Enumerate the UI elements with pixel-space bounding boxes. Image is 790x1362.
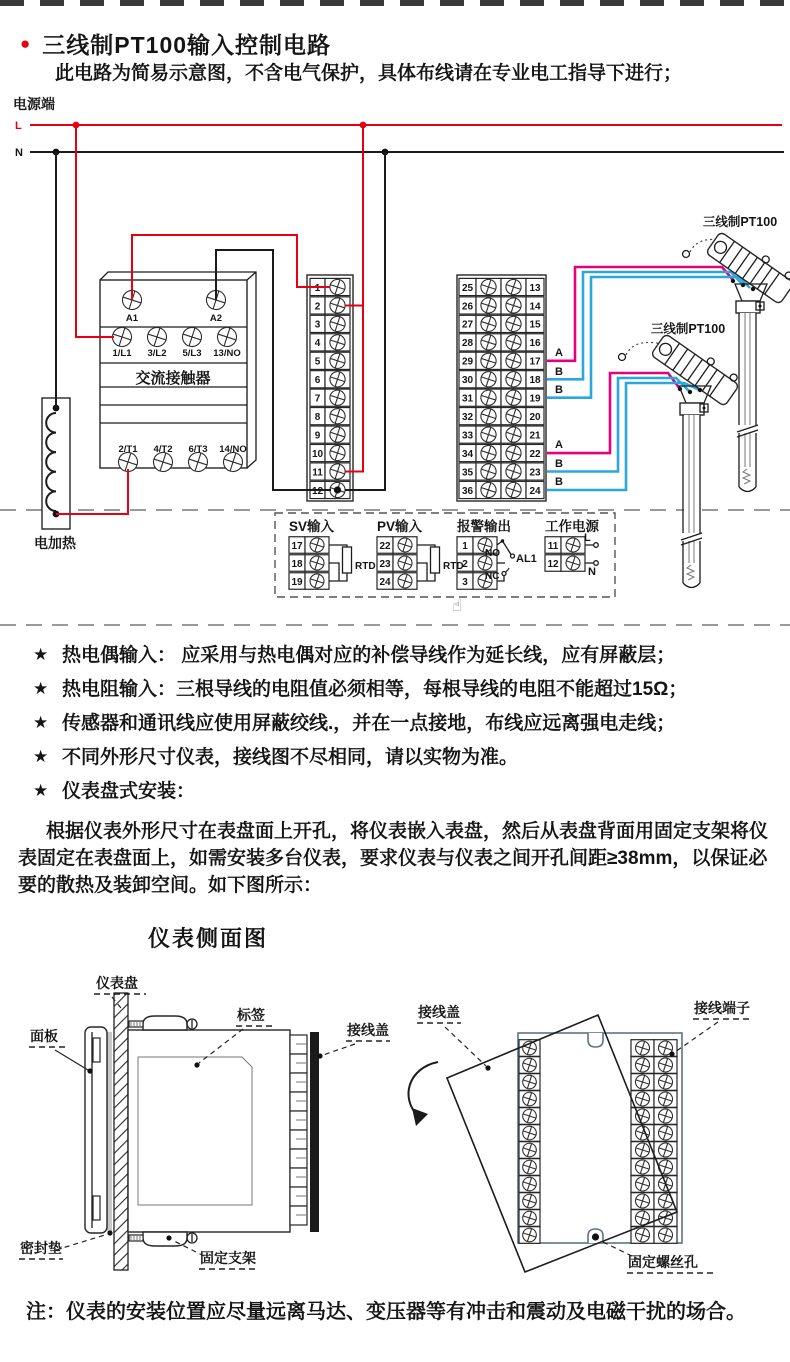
terminal-number: 1 xyxy=(462,540,468,552)
install-paragraph: 根据仪表外形尺寸在表盘面上开孔，将仪表嵌入表盘，然后从表盘背面用固定支架将仪表固定在表盘面上，如需安装多台仪表，要求仪表与仪表之间开孔间距≥38mm，以保证必要的散热及装卸空间。如下图所示： xyxy=(18,821,769,896)
wire-tag: B xyxy=(555,366,563,378)
terminal-number: 24 xyxy=(379,576,391,588)
top-notch xyxy=(588,1033,603,1047)
terminal-number: 23 xyxy=(529,467,541,479)
terminal-number: 2 xyxy=(462,558,468,570)
terminal-number: 33 xyxy=(461,430,474,442)
contactor-terminal-label: 14/NO xyxy=(219,444,247,455)
contactor-bevel-corner xyxy=(247,272,256,280)
rtd-label: RTD xyxy=(355,561,376,572)
page-subtitle: 此电路为简易示意图，不含电气保护，具体布线请在专业电工指导下进行； xyxy=(55,63,683,84)
sv-input-title: SV输入 xyxy=(289,519,335,534)
installation-diagram xyxy=(0,950,790,1295)
note-text: 传感器和通讯线应使用屏蔽绞线.，并在一点接地，布线应远离强电走线； xyxy=(62,713,676,734)
front-panel-label: 面板 xyxy=(30,1028,58,1044)
section-title-row xyxy=(20,27,331,60)
contactor-title: 交流接触器 xyxy=(135,370,211,387)
no-contact-label: NO xyxy=(485,548,500,559)
sensor-label: 三线制PT100 xyxy=(650,322,726,336)
terminal-number: 23 xyxy=(379,558,391,570)
power-l-label: L xyxy=(584,532,591,544)
terminal-number: 3 xyxy=(314,319,321,331)
contactor-terminal-label: 6/T3 xyxy=(188,444,208,455)
wire-tag: A xyxy=(555,347,563,359)
rtd-label: RTD xyxy=(443,561,464,572)
bracket-label: 固定支架 xyxy=(200,1250,256,1266)
terminal-number: 24 xyxy=(529,485,541,497)
line-l-label: L xyxy=(15,120,22,132)
line-n-label: N xyxy=(15,147,23,159)
alarm-output-title: 报警输出 xyxy=(457,519,511,534)
sealing-gasket xyxy=(107,1032,112,1232)
contactor-terminal-label: 5/L3 xyxy=(182,348,202,359)
terminal-number: 18 xyxy=(529,375,541,387)
terminal-number: 22 xyxy=(529,448,541,460)
terminal-number: 14 xyxy=(529,301,541,313)
terminal-number: 11 xyxy=(547,540,559,552)
work-power-title: 工作电源 xyxy=(545,519,599,534)
contactor-terminal-label: 3/L2 xyxy=(147,348,167,359)
side-view-heading: 仪表侧面图 xyxy=(148,926,269,951)
cursor-hand-icon: ☝ xyxy=(452,596,463,615)
rotate-arrow xyxy=(408,1062,438,1116)
fixing-bracket-bottom xyxy=(143,1232,187,1246)
wiring-diagram xyxy=(0,95,790,635)
terminal-number: 5 xyxy=(314,356,321,368)
ac-contactor xyxy=(100,272,256,474)
wire-tag: B xyxy=(555,384,563,396)
rotate-arrow-head xyxy=(412,1108,428,1126)
star-icon: ★ xyxy=(33,747,49,766)
terminal-cover-label: 接线盖 xyxy=(347,1022,389,1038)
terminal-number: 10 xyxy=(311,448,324,460)
sensor-label: 三线制PT100 xyxy=(702,215,778,229)
note-text: 热电偶输入： 应采用与热电偶对应的补偿导线作为延长线，应有屏蔽层； xyxy=(62,645,676,666)
note-item xyxy=(33,710,782,737)
gasket-label: 密封垫 xyxy=(20,1240,62,1256)
terminal-number: 12 xyxy=(547,558,559,570)
power-source-label: 电源端 xyxy=(13,96,55,112)
note-item xyxy=(33,676,782,703)
coil-terminal-label: A1 xyxy=(125,313,139,324)
terminal-number: 25 xyxy=(461,282,474,294)
electric-heater xyxy=(34,398,77,551)
power-n-label: N xyxy=(588,566,596,578)
terminal-number: 9 xyxy=(314,430,321,442)
page-title: 三线制PT100输入控制电路 xyxy=(42,32,332,58)
terminal-number: 32 xyxy=(461,411,474,423)
terminal-number: 31 xyxy=(461,393,474,405)
wire-tag: A xyxy=(555,439,563,451)
terminal-number: 36 xyxy=(461,485,474,497)
terminal-number: 20 xyxy=(529,411,541,423)
coil-terminal-label: A2 xyxy=(209,313,223,324)
tag-label: 标签 xyxy=(237,1007,265,1023)
note-text: 热电阻输入：三根导线的电阻值必须相等，每根导线的电阻不能超过15Ω； xyxy=(62,679,688,700)
terminal-number: 21 xyxy=(529,430,541,442)
terminal-number: 4 xyxy=(314,338,321,350)
terminal-cover-bar xyxy=(310,1032,319,1232)
note-item xyxy=(33,744,782,771)
terminal-number: 15 xyxy=(529,319,541,331)
contactor-terminal-label: 2/T1 xyxy=(118,444,138,455)
terminal-number: 18 xyxy=(291,558,303,570)
terminal-number: 30 xyxy=(461,375,474,387)
contactor-terminal-label: 4/T2 xyxy=(153,444,173,455)
terminal-number: 29 xyxy=(461,356,474,368)
star-icon: ★ xyxy=(33,713,49,732)
terminal-number: 19 xyxy=(291,576,303,588)
terminal-number: 34 xyxy=(461,448,474,460)
terminal-number: 11 xyxy=(312,467,323,479)
note-item xyxy=(33,642,782,669)
panel-label: 仪表盘 xyxy=(96,975,138,991)
terminal-number: 7 xyxy=(314,393,321,405)
terminal-number: 35 xyxy=(461,467,474,479)
star-icon: ★ xyxy=(33,679,49,698)
bottom-note: 注：仪表的安装位置应尽量远离马达、变压器等有冲击和震动及电磁干扰的场合。 xyxy=(26,1301,746,1323)
terminal-number: 27 xyxy=(461,319,474,331)
terminal-number: 28 xyxy=(461,338,474,350)
heater-label: 电加热 xyxy=(34,535,76,551)
note-text: 仪表盘式安装： xyxy=(62,781,196,802)
alarm-tag: AL1 xyxy=(516,553,537,565)
terminal-detail-box xyxy=(275,513,615,597)
side-view-diagram xyxy=(19,975,390,1270)
red-bullet-icon: ● xyxy=(20,34,31,53)
terminal-number: 8 xyxy=(314,411,321,423)
screw-hole-label: 固定螺丝孔 xyxy=(628,1254,698,1270)
terminal-number: 12 xyxy=(311,485,324,497)
terminal-number: 17 xyxy=(291,540,303,552)
terminal-cover-label: 接线盖 xyxy=(418,1004,460,1020)
terminal-number: 19 xyxy=(529,393,541,405)
terminal-number: 26 xyxy=(461,301,474,313)
terminal-number: 1 xyxy=(314,282,321,294)
rear-view-diagram xyxy=(408,1000,751,1273)
pt100-sensor-lower xyxy=(619,321,744,588)
wire-tag: B xyxy=(555,458,563,470)
terminal-number: 6 xyxy=(314,375,321,387)
instrument-case xyxy=(128,1030,290,1232)
contactor-terminal-label: 1/L1 xyxy=(112,348,132,359)
note-item xyxy=(33,778,782,805)
terminal-label: 接线端子 xyxy=(694,1000,750,1016)
terminal-number: 17 xyxy=(529,356,541,368)
notes-list xyxy=(33,642,782,812)
star-icon: ★ xyxy=(33,781,49,800)
note-text: 不同外形尺寸仪表，接线图不尽相同，请以实物为准。 xyxy=(62,747,519,768)
star-icon: ★ xyxy=(33,645,49,664)
mounting-panel xyxy=(114,993,128,1270)
section-divider-top xyxy=(0,0,790,6)
wire-tag: B xyxy=(555,476,563,488)
junction-dot xyxy=(334,486,341,493)
terminal-number: 3 xyxy=(462,576,468,588)
fixing-bracket-top xyxy=(143,1016,187,1030)
terminal-number: 13 xyxy=(529,282,541,294)
terminal-number: 22 xyxy=(379,540,391,552)
terminal-number: 16 xyxy=(529,338,541,350)
terminal-number: 2 xyxy=(314,301,321,313)
contactor-terminal-label: 13/NO xyxy=(213,348,241,359)
nc-contact-label: NC xyxy=(485,571,500,582)
pv-input-title: PV输入 xyxy=(377,519,423,534)
